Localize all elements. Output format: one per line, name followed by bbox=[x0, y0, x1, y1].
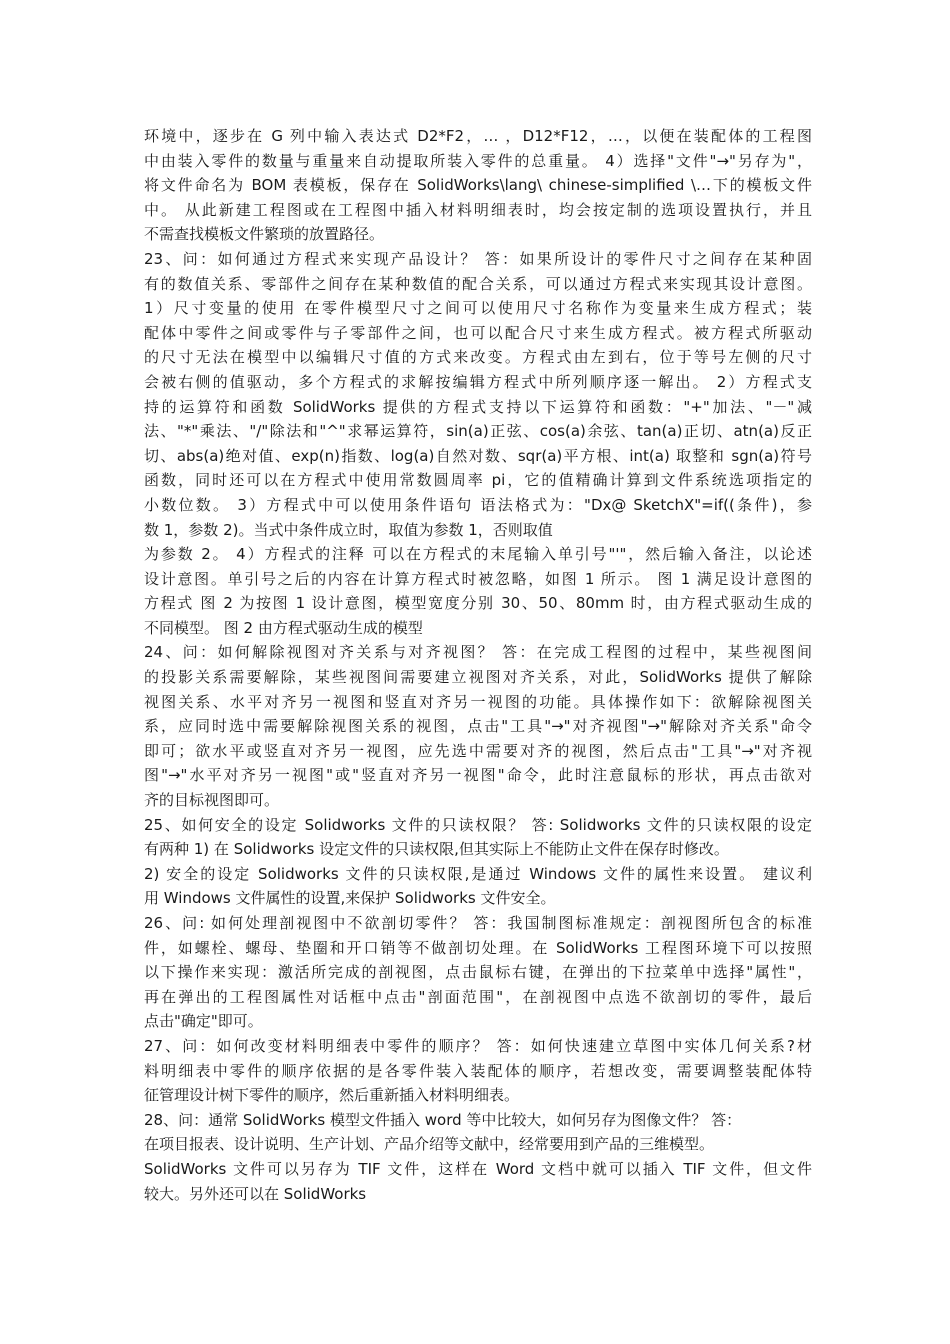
text-line: 函数，同时还可以在方程式中使用常数圆周率 pi，它的值精确计算到文件系统选项指定的 bbox=[144, 471, 812, 490]
text-line: 1）尺寸变量的使用 在零件模型尺寸之间可以使用尺寸名称作为变量来生成方程式；装 bbox=[144, 299, 812, 318]
text-line: 件，如螺栓、螺母、垫圈和开口销等不做剖切处理。在 SolidWorks 工程图环境下可以按照 bbox=[144, 938, 812, 957]
text-line: 2) 安全的设定 Solidworks 文件的只读权限,是通过 Windows 文件的属性来设置。 建议利 bbox=[144, 864, 812, 883]
text-line: 数 1，参数 2)。当式中条件成立时，取值为参数 1，否则取值 bbox=[144, 520, 553, 539]
text-line: 在项目报表、设计说明、生产计划、产品介绍等文献中，经常要用到产品的三维模型。 bbox=[144, 1135, 715, 1154]
question-24-line: 24、问：如何解除视图对齐关系与对齐视图？ 答：在完成工程图的过程中，某些视图间 bbox=[144, 643, 812, 662]
question-25-line: 25、如何安全的设定 Solidworks 文件的只读权限？ 答: Solidworks 文件的只读权限的设定 bbox=[144, 815, 812, 834]
text-line: 以下操作来实现：激活所完成的剖视图，点击鼠标右键，在弹出的下拉菜单中选择"属性"， bbox=[144, 963, 812, 982]
text-line: SolidWorks 文件可以另存为 TIF 文件，这样在 Word 文档中就可以插入 TIF 文件，但文件 bbox=[144, 1159, 812, 1178]
text-line: 的尺寸无法在模型中以编辑尺寸值的方式来改变。方程式由左到右，位于等号左侧的尺寸 bbox=[144, 348, 812, 367]
text-line: 较大。另外还可以在 SolidWorks bbox=[144, 1184, 367, 1203]
text-line: 中由装入零件的数量与重量来自动提取所装入零件的总重量。 4）选择"文件"→"另存为"， bbox=[144, 151, 812, 170]
text-line: 将文件命名为 BOM 表模板，保存在 SolidWorks\lang\ chinese-simplified \…下的模板文件 bbox=[144, 176, 812, 195]
text-line: 再在弹出的工程图属性对话框中点击"剖面范围"，在剖视图中点选不欲剖切的零件，最后 bbox=[144, 987, 812, 1006]
text-line: 不需查找模板文件繁琐的放置路径。 bbox=[144, 225, 385, 244]
question-27-line: 27、问：如何改变材料明细表中零件的顺序？ 答：如何快速建立草图中实体几何关系?材 bbox=[144, 1036, 812, 1055]
question-26-line: 26、问: 如何处理剖视图中不欲剖切零件？ 答：我国制图标准规定：剖视图所包含的标准 bbox=[144, 914, 812, 932]
text-line: 征管理设计树下零件的顺序，然后重新插入材料明细表。 bbox=[144, 1086, 520, 1105]
text-line: 视图关系、水平对齐另一视图和竖直对齐另一视图的功能。具体操作如下：欲解除视图关 bbox=[144, 692, 812, 711]
text-line: 持的运算符和函数 SolidWorks 提供的方程式支持以下运算符和函数："+"加法、"－"减 bbox=[144, 397, 812, 416]
text-line: 小数位数。 3）方程式中可以使用条件语句 语法格式为："Dx@ SketchX"=if((条件)，参 bbox=[144, 495, 812, 514]
text-line: 设计意图。单引号之后的内容在计算方程式时被忽略，如图 1 所示。 图 1 满足设计意图的 bbox=[144, 569, 812, 588]
text-line: 法、"*"乘法、"/"除法和"^"求幂运算符，sin(a)正弦、cos(a)余弦、tan(a)正切、atn(a)反正 bbox=[144, 422, 812, 441]
text-line: 会被右侧的值驱动，多个方程式的求解按编辑方程式中所列顺序逐一解出。 2）方程式支 bbox=[144, 372, 812, 391]
text-line: 的投影关系需要解除，某些视图间需要建立视图对齐关系，对此，SolidWorks 提供了解除 bbox=[144, 668, 812, 687]
text-line: 有的数值关系、零部件之间存在某种数值的配合关系，可以通过方程式来实现其设计意图。 bbox=[144, 274, 812, 293]
text-line: 中。 从此新建工程图或在工程图中插入材料明细表时，均会按定制的选项设置执行，并且 bbox=[144, 200, 812, 219]
text-line: 系，应同时选中需要解除视图关系的视图，点击"工具"→"对齐视图"→"解除对齐关系"命令 bbox=[144, 717, 812, 736]
text-line: 点击"确定"即可。 bbox=[144, 1012, 263, 1031]
text-line: 齐的目标视图即可。 bbox=[144, 791, 280, 810]
text-line: 切、abs(a)绝对值、exp(n)指数、log(a)自然对数、sqr(a)平方根、int(a) 取整和 sgn(a)符号 bbox=[144, 446, 812, 465]
question-23-line: 23、问：如何通过方程式来实现产品设计？ 答：如果所设计的零件尺寸之间存在某种固 bbox=[144, 249, 812, 268]
text-line: 用 Windows 文件属性的设置,来保护 Solidworks 文件安全。 bbox=[144, 889, 556, 908]
text-line: 不同模型。 图 2 由方程式驱动生成的模型 bbox=[144, 618, 423, 637]
question-28-line: 28、问：通常 SolidWorks 模型文件插入 word 等中比较大，如何另存为图像文件？ 答： bbox=[144, 1110, 742, 1129]
text-line: 料明细表中零件的顺序依据的是各零件装入装配体的顺序，若想改变，需要调整装配体特 bbox=[144, 1061, 812, 1080]
text-line: 有两种 1) 在 Solidworks 设定文件的只读权限,但其实际上不能防止文件在保存时修改。 bbox=[144, 840, 729, 859]
text-line: 环境中，逐步在 G 列中输入表达式 D2*F2，… ，D12*F12，…，以便在装配体的工程图 bbox=[144, 127, 812, 145]
text-line: 方程式 图 2 为按图 1 设计意图，模型宽度分别 30、50、80mm 时，由方程式驱动生成的 bbox=[144, 594, 812, 613]
text-line: 即可；欲水平或竖直对齐另一视图，应先选中需要对齐的视图，然后点击"工具"→"对齐视 bbox=[144, 741, 812, 760]
document-body bbox=[144, 124, 812, 1206]
text-line: 图"→"水平对齐另一视图"或"竖直对齐另一视图"命令，此时注意鼠标的形状，再点击欲对 bbox=[144, 766, 812, 785]
text-line: 为参数 2。 4）方程式的注释 可以在方程式的末尾输入单引号"'"，然后输入备注，以论述 bbox=[144, 545, 812, 564]
text-line: 配体中零件之间或零件与子零部件之间，也可以配合尺寸来生成方程式。被方程式所驱动 bbox=[144, 323, 812, 342]
